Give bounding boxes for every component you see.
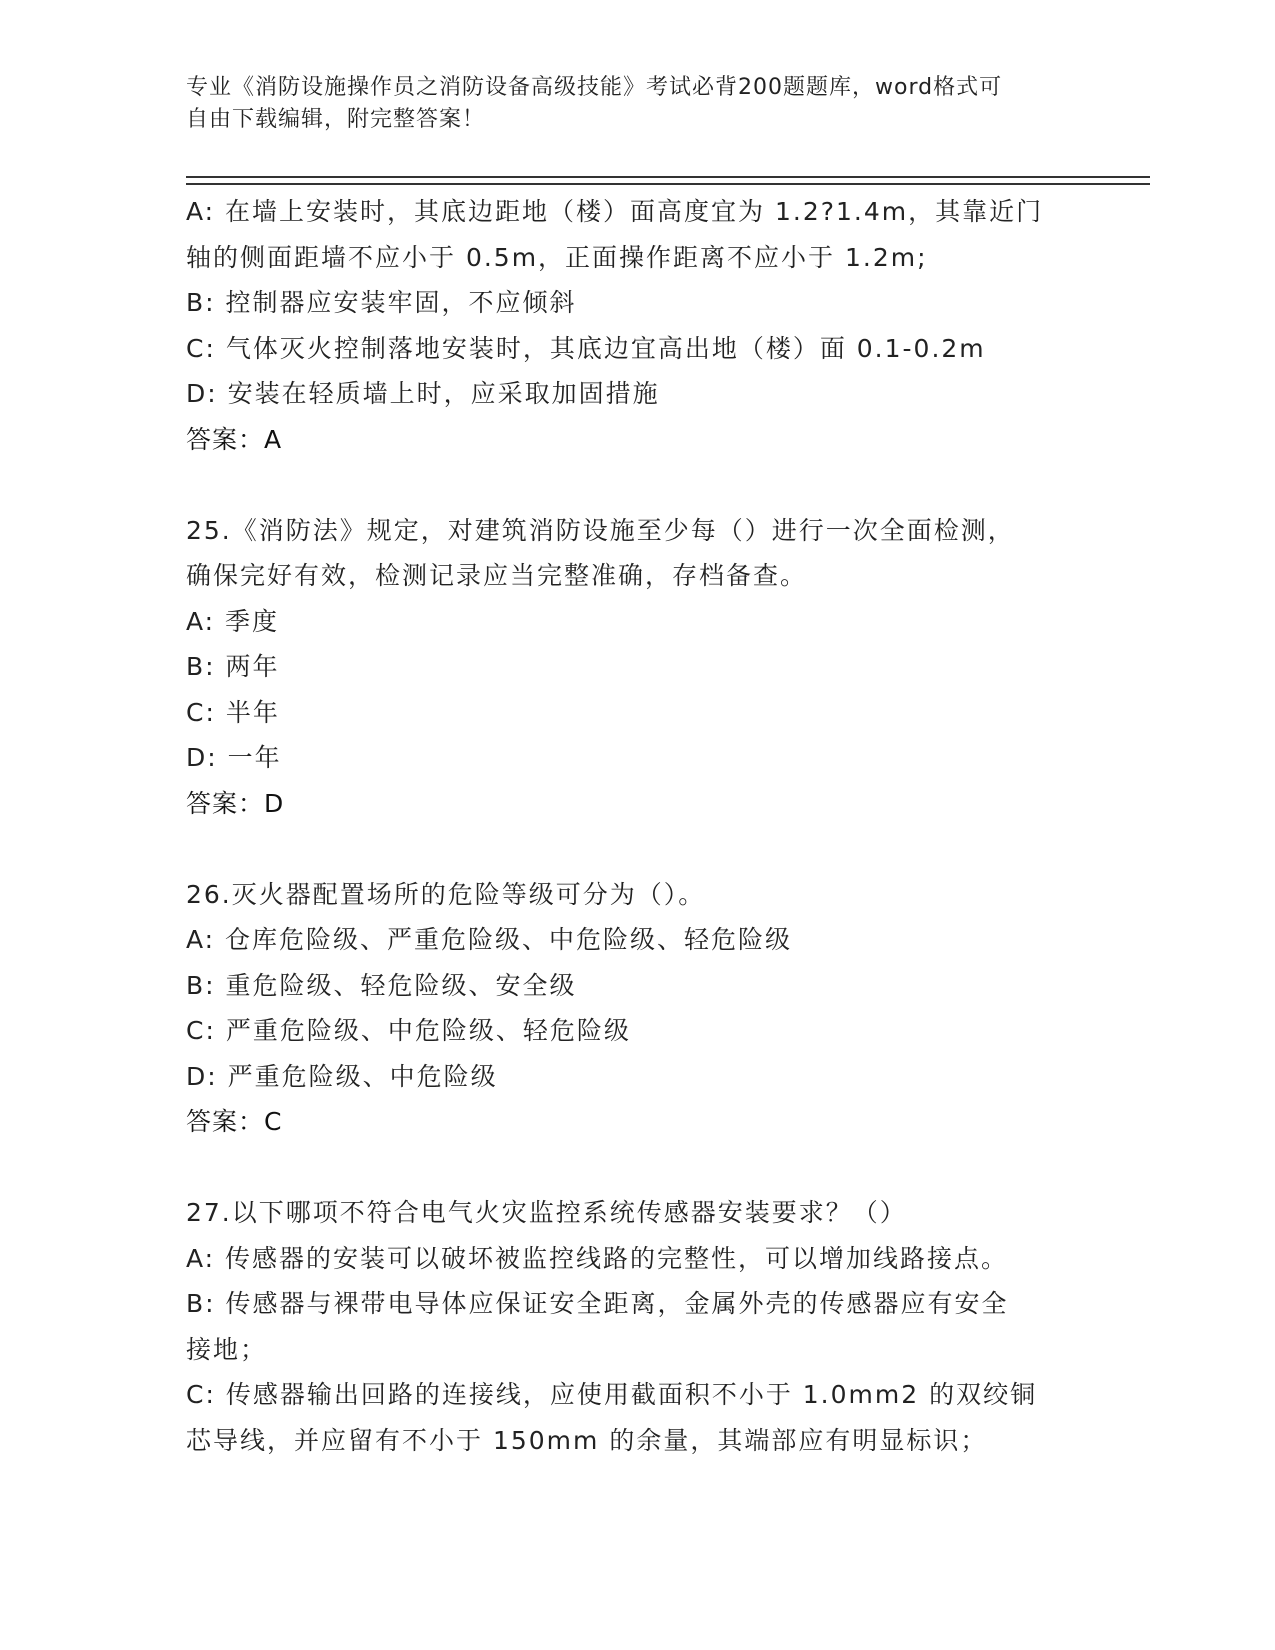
q24-option-b: B: 控制器应安装牢固，不应倾斜 bbox=[186, 288, 577, 317]
q25-answer: 答案：D bbox=[186, 788, 285, 818]
q24-option-c: C: 气体灭火控制落地安装时，其底边宜高出地（楼）面 0.1-0.2m bbox=[186, 333, 986, 363]
spacer bbox=[186, 462, 1086, 508]
q24-answer: 答案：A bbox=[186, 424, 283, 454]
spacer bbox=[186, 826, 1086, 872]
q26-answer: 答案：C bbox=[186, 1107, 283, 1136]
document-header bbox=[186, 72, 1086, 136]
header-divider-bottom bbox=[186, 183, 1150, 185]
header-divider-top bbox=[186, 176, 1150, 178]
question-list bbox=[186, 189, 1086, 1463]
q25-option-b: B: 两年 bbox=[186, 652, 280, 681]
header-title-line-1: 专业《消防设施操作员之消防设备高级技能》考试必背200题题库，word格式可 bbox=[186, 75, 1003, 100]
q27-option-a: A: 传感器的安装可以破坏被监控线路的完整性，可以增加线路接点。 bbox=[186, 1243, 1009, 1273]
q27-stem: 27.以下哪项不符合电气火灾监控系统传感器安装要求？（） bbox=[186, 1198, 907, 1227]
q25-option-c: C: 半年 bbox=[186, 697, 280, 727]
q27-option-b-line-1: B: 传感器与裸带电导体应保证安全距离，金属外壳的传感器应有安全 bbox=[186, 1289, 1009, 1318]
q25-option-a: A: 季度 bbox=[186, 606, 280, 636]
q25-stem-line-2: 确保完好有效，检测记录应当完整准确，存档备查。 bbox=[186, 561, 808, 590]
q26-option-b: B: 重危险级、轻危险级、安全级 bbox=[186, 970, 577, 1000]
question-24-continued bbox=[186, 189, 1086, 462]
question-26 bbox=[186, 872, 1086, 1145]
q27-option-b-line-2: 接地； bbox=[186, 1334, 268, 1364]
header-title-line-2: 自由下载编辑，附完整答案！ bbox=[186, 107, 486, 132]
q25-stem-line-1: 25.《消防法》规定，对建筑消防设施至少每（）进行一次全面检测， bbox=[186, 515, 1015, 545]
question-25 bbox=[186, 508, 1086, 827]
q25-option-d: D: 一年 bbox=[186, 743, 282, 772]
q24-option-a-line-2: 轴的侧面距墙不应小于 0.5m，正面操作距离不应小于 1.2m; bbox=[186, 242, 928, 272]
q27-option-c-line-2: 芯导线，并应留有不小于 150mm 的余量，其端部应有明显标识； bbox=[186, 1425, 988, 1455]
q26-option-a: A: 仓库危险级、严重危险级、中危险级、轻危险级 bbox=[186, 925, 793, 954]
question-27 bbox=[186, 1190, 1086, 1463]
q24-option-a-line-1: A: 在墙上安装时，其底边距地（楼）面高度宜为 1.2?1.4m，其靠近门 bbox=[186, 197, 1044, 226]
q26-option-d: D: 严重危险级、中危险级 bbox=[186, 1061, 498, 1091]
q26-option-c: C: 严重危险级、中危险级、轻危险级 bbox=[186, 1016, 631, 1045]
q26-stem: 26.灭火器配置场所的危险等级可分为（）。 bbox=[186, 879, 706, 909]
spacer bbox=[186, 1145, 1086, 1191]
q24-option-d: D: 安装在轻质墙上时，应采取加固措施 bbox=[186, 379, 660, 408]
q27-option-c-line-1: C: 传感器输出回路的连接线，应使用截面积不小于 1.0mm2 的双绞铜 bbox=[186, 1380, 1038, 1409]
